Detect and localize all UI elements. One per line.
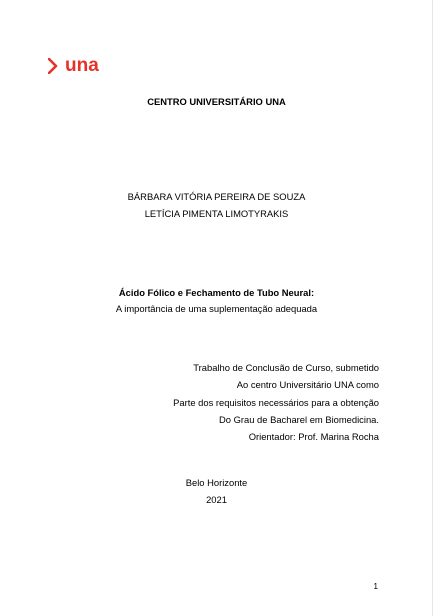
submission-line-4: Do Grau de Bacharel em Biomedicina. (219, 413, 379, 425)
author-2: LETÍCIA PIMENTA LIMOTYRAKIS (144, 208, 289, 219)
submission-line-2: Ao centro Universitário UNA como (236, 379, 379, 391)
submission-line-3: Parte dos requisitos necessários para a obtenção (173, 396, 379, 408)
logo-text: una (65, 55, 99, 76)
una-chevron-icon (48, 58, 62, 74)
institution-name: CENTRO UNIVERSITÁRIO UNA (147, 96, 286, 107)
submission-note (173, 362, 379, 448)
document-subtitle: A importância de uma suplementação adequada (115, 303, 318, 314)
author-1: BÁRBARA VITÓRIA PEREIRA DE SOUZA (127, 191, 306, 202)
submission-line-1: Trabalho de Conclusão de Curso, submetido (193, 362, 379, 373)
page-number: 1 (373, 582, 378, 591)
year: 2021 (206, 494, 227, 505)
advisor-line: Orientador: Prof. Marina Rocha (248, 431, 379, 443)
city: Belo Horizonte (185, 477, 248, 488)
document-title: Ácido Fólico e Fechamento de Tubo Neural: (118, 287, 315, 298)
una-logo (48, 56, 99, 76)
